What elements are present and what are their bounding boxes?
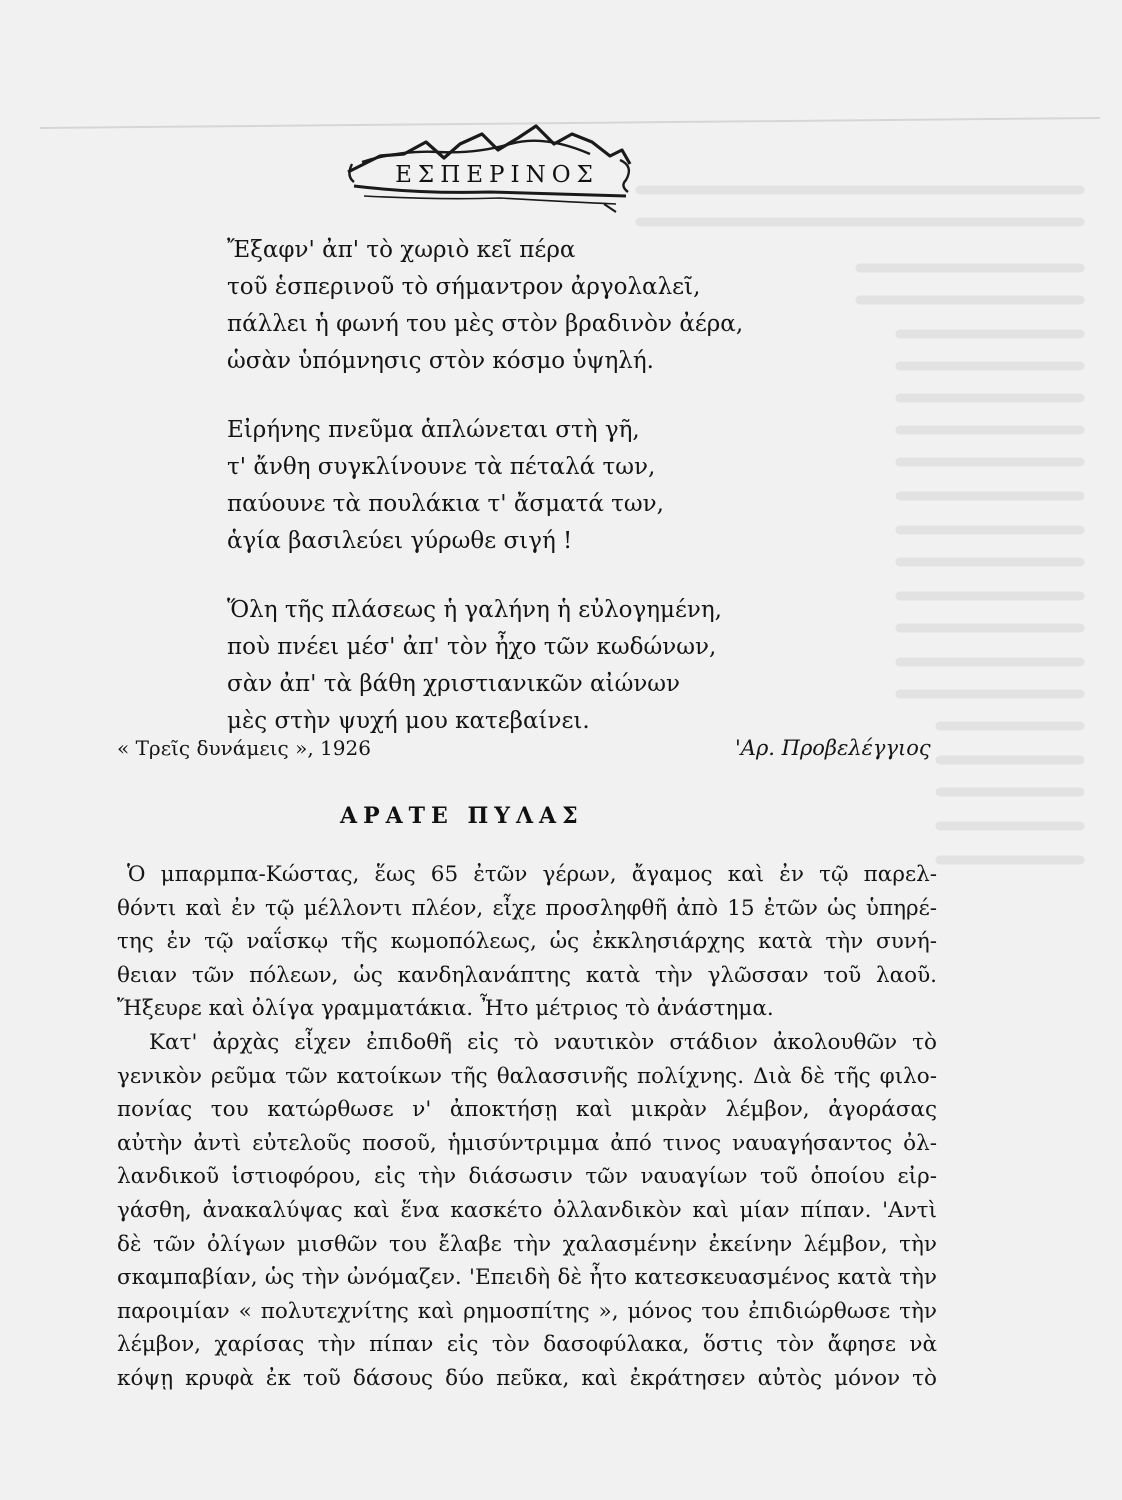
- prose-line: λέμβον, χαρίσας τὴν πίπαν εἰς τὸν δασοφύλακα, ὅστις τὸν ἄφησε νὰ: [117, 1332, 937, 1358]
- poem-author: 'Αρ. Προβελέγγιος: [735, 736, 931, 760]
- poem-line: ποὺ πνέει μέσ' ἀπ' τὸν ἦχο τῶν κωδώνων,: [227, 634, 717, 660]
- poem-line: τοῦ ἑσπερινοῦ τὸ σήμαντρον ἀργολαλεῖ,: [227, 274, 701, 300]
- poem-line: Ὅλη τῆς πλάσεως ἡ γαλήνη ἡ εὐλογημένη,: [227, 597, 722, 623]
- prose-line: δὲ τῶν ὀλίγων μισθῶν του ἔλαβε τὴν χαλασμένην ἐκείνην λέμβον, τὴν: [117, 1231, 937, 1257]
- poem-line: πάλλει ἡ φωνή του μὲς στὸν βραδινὸν ἀέρα,: [227, 311, 744, 337]
- poem-line: Ἔξαφν' ἀπ' τὸ χωριὸ κεῖ πέρα: [227, 237, 576, 263]
- prose-line: παροιμίαν « πολυτεχνίτης καὶ ρημοσπίτης », μόνος του ἐπιδιώρθωσε τὴν: [117, 1298, 937, 1324]
- prose-body: [117, 858, 937, 1396]
- poem-line: ὡσὰν ὑπόμνησις στὸν κόσμο ὑψηλή.: [227, 348, 654, 374]
- poem-line: μὲς στὴν ψυχή μου κατεβαίνει.: [227, 708, 590, 734]
- poem-source: « Τρεῖς δυνάμεις », 1926: [117, 736, 371, 760]
- prose-line: πονίας του κατώρθωσε ν' ἀποκτήσῃ καὶ μικρὰν λέμβον, ἀγοράσας: [117, 1097, 937, 1123]
- poem-body: [227, 232, 847, 772]
- prose-line: θειαν τῶν πόλεων, ὡς κανδηλανάπτης κατὰ τὴν γλῶσσαν τοῦ λαοῦ.: [117, 962, 937, 988]
- prose-line: κόψῃ κρυφὰ ἐκ τοῦ δάσους δύο πεῦκα, καὶ ἐκράτησεν αὐτὸς μόνον τὸ: [117, 1365, 937, 1391]
- prose-line: θόντι καὶ ἐν τῷ μέλλοντι πλέον, εἶχε προσληφθῆ ἀπὸ 15 ἐτῶν ὡς ὑπηρέ-: [117, 895, 937, 921]
- prose-line: Ἤξευρε καὶ ὀλίγα γραμματάκια. Ἦτο μέτριος τὸ ἀνάστημα.: [117, 996, 774, 1022]
- prose-line: λανδικοῦ ἱστιοφόρου, εἰς τὴν διάσωσιν τῶν ναυαγίων τοῦ ὁποίου εἰρ-: [117, 1164, 937, 1190]
- poem-line: τ' ἄνθη συγκλίνουνε τὰ πέταλά των,: [227, 454, 656, 480]
- stanza: [227, 412, 847, 560]
- poem-line: Εἰρήνης πνεῦμα ἁπλώνεται στὴ γῆ,: [227, 417, 640, 443]
- poem-line: σὰν ἀπ' τὰ βάθη χριστιανικῶν αἰώνων: [227, 671, 681, 697]
- prose-line: Ὁ μπαρμπα-Κώστας, ἕως 65 ἐτῶν γέρων, ἄγαμος καὶ ἐν τῷ παρελ-: [127, 862, 937, 887]
- prose-line: Κατ' ἀρχὰς εἶχεν ἐπιδοθῆ εἰς τὸ ναυτικὸν στάδιον ἀκολουθῶν τὸ: [149, 1029, 937, 1055]
- stanza: [227, 592, 847, 740]
- prose-line: της ἐν τῷ ναΐσκῳ τῆς κωμοπόλεως, ὡς ἐκκλησιάρχης κατὰ τὴν συνή-: [117, 929, 937, 955]
- prose-line: γενικὸν ρεῦμα τῶν κατοίκων τῆς θαλασσινῆς πολίχνης. Διὰ δὲ τῆς φιλο-: [117, 1063, 937, 1089]
- stanza: [227, 232, 847, 380]
- poem-title: ΕΣΠΕΡΙΝΟΣ: [395, 162, 599, 188]
- prose-line: αὐτὴν ἀντὶ εὐτελοῦς ποσοῦ, ἡμισύντριμμα ἀπό τινος ναυαγήσαντος ὀλ-: [117, 1130, 937, 1156]
- prose-title: ΑΡΑΤΕ ΠΥΛΑΣ: [340, 803, 584, 829]
- poem-line: ἁγία βασιλεύει γύρωθε σιγή !: [227, 528, 573, 554]
- prose-line: σκαμπαβίαν, ὡς τὴν ὠνόμαζεν. 'Επειδὴ δὲ ἦτο κατεσκευασμένος κατὰ τὴν: [117, 1265, 937, 1291]
- poem-line: παύουνε τὰ πουλάκια τ' ἄσματά των,: [227, 491, 664, 517]
- prose-line: γάσθη, ἀνακαλύψας καὶ ἕνα κασκέτο ὀλλανδικὸν καὶ μίαν πίπαν. 'Αντὶ: [117, 1197, 937, 1223]
